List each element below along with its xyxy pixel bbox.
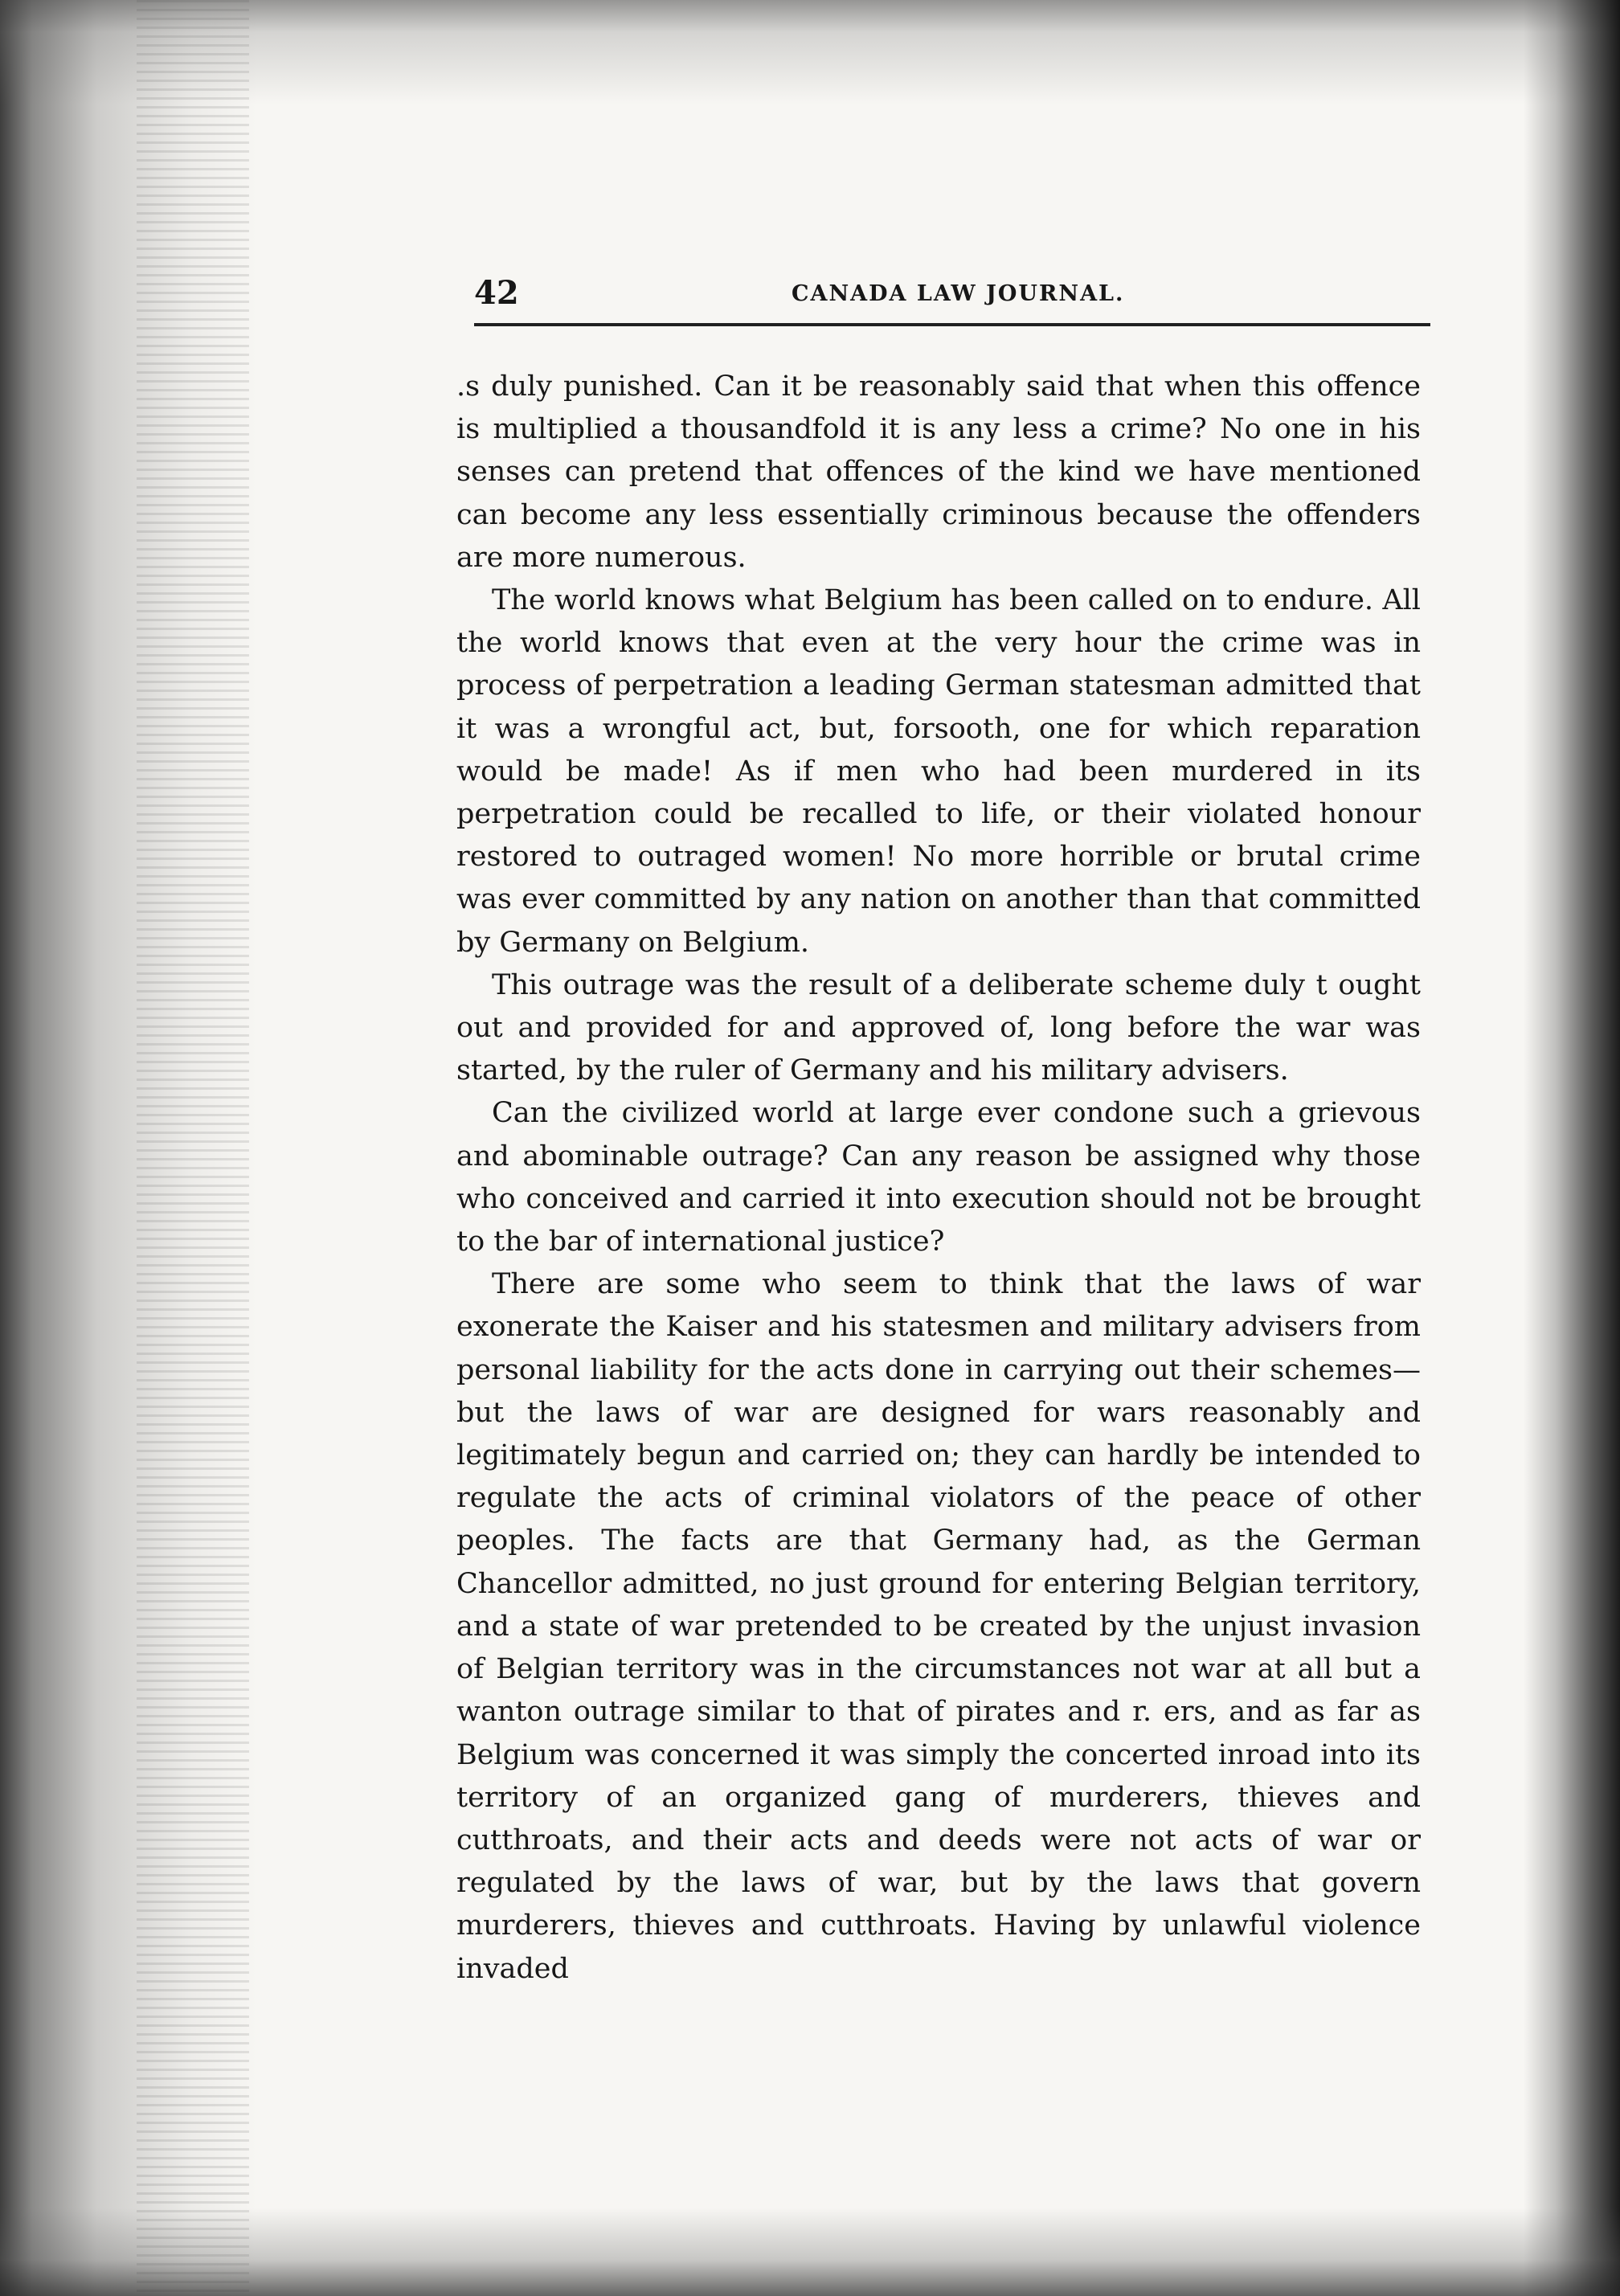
scan-edge-top	[0, 0, 1620, 104]
running-head: CANADA LAW JOURNAL.	[792, 281, 1125, 306]
paragraph: The world knows what Belgium has been called on to endure. All the world knows that even at the very hour the crime was in process of perpetration a leading German statesman admitted that it was a wrongful act, but, forsooth, one for which reparation would be made! As if men who had been murdered in its perpetration could be recalled to life, or their violated honour restored to outraged women! No more horrible or brutal crime was ever committed by any nation on another than that committed by Germany on Belgium.	[456, 584, 1421, 959]
scan-edge-right	[1524, 0, 1620, 2296]
body-text	[456, 366, 1421, 1991]
page-header	[474, 273, 1430, 329]
page-number: 42	[474, 274, 519, 312]
paragraph: Can the civilized world at large ever condone such a grievous and abominable outrage? Can any reason be assigned why those who conceived and carried it into execution should not be brought to the bar of international justice?	[456, 1097, 1421, 1259]
paragraph: This outrage was the result of a deliberate scheme duly t ought out and provided for and approved of, long before the war was started, by the ruler of Germany and his military advisers.	[456, 968, 1421, 1087]
header-rule	[474, 323, 1430, 326]
binding-streaks	[137, 0, 249, 2296]
paragraph: .s duly punished. Can it be reasonably said that when this offence is multiplied a thousandfold it is any less a crime? No one in his senses can pretend that offences of the kind we have mentioned can become any less essentially criminous because the offenders are more numerous.	[456, 370, 1421, 574]
paragraph: There are some who seem to think that the laws of war exonerate the Kaiser and his statesmen and military advisers from personal liability for the acts done in carrying out their schemes— but the laws of war are designed for wars reasonably and legitimately begun and carried on; they can hardly be intended to regulate the acts of criminal violators of the peace of other peoples. The facts are that Germany had, as the German Chancellor admitted, no just ground for entering Belgian territory, and a state of war pretended to be created by the unjust invasion of Belgian territory was in the circumstances not war at all but a wanton outrage similar to that of pirates and r. ers, and as far as Belgium was concerned it was simply the concerted inroad into its territory of an organized gang of murderers, thieves and cutthroats, and their acts and deeds were not acts of war or regulated by the laws of war, but by the laws that govern murderers, thieves and cutthroats. Having by unlawful violence invaded	[456, 1268, 1421, 1985]
scan-edge-bottom	[0, 2208, 1620, 2296]
